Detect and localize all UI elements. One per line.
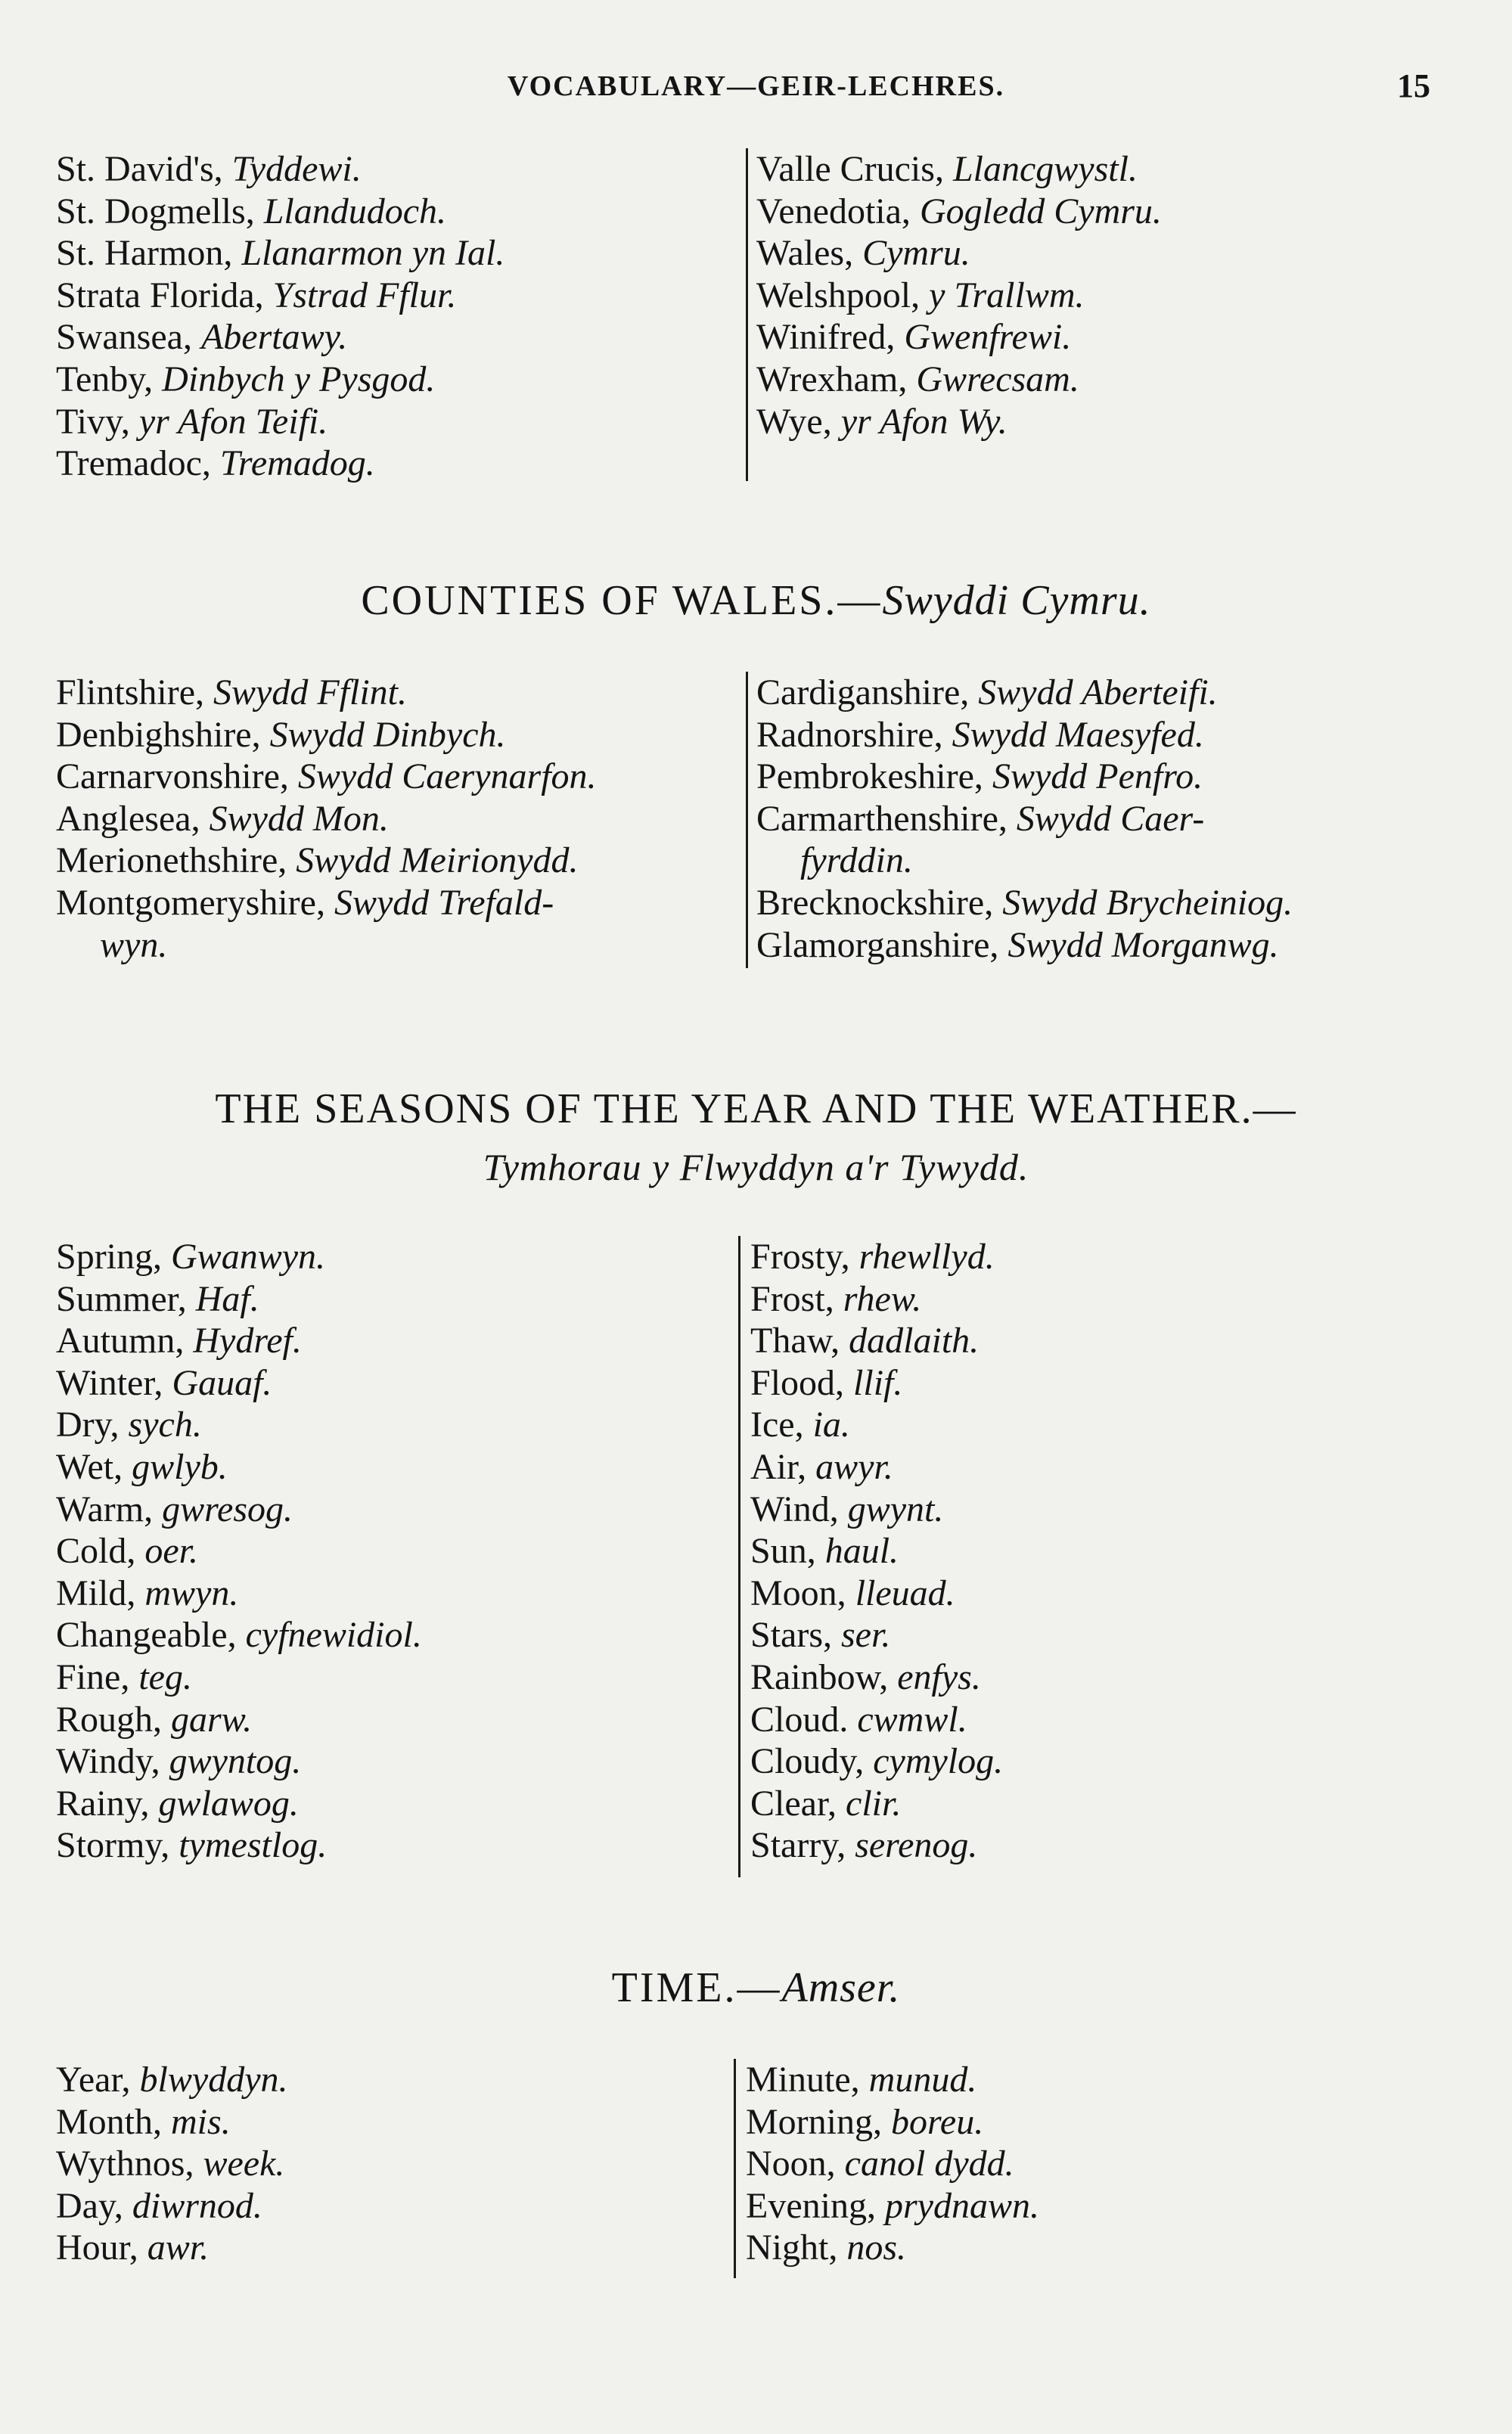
section-subheading: Tymhorau y Flwyddyn a'r Tywydd. (483, 1146, 1029, 1188)
english-term: Thaw, (750, 1321, 840, 1361)
english-term: Evening, (746, 2185, 876, 2226)
vocabulary-entry (746, 2185, 1472, 2228)
vocabulary-entry (756, 714, 1436, 756)
english-term: Wet, (56, 1446, 123, 1487)
heading-welsh: Amser. (781, 1964, 901, 2011)
vocabulary-entry (756, 359, 1483, 401)
vocabulary-entry (756, 756, 1436, 798)
welsh-term: tymestlog. (179, 1825, 328, 1866)
vocabulary-entry (56, 1489, 737, 1531)
vocabulary-entry (56, 191, 737, 233)
welsh-term: Swydd Mon. (209, 798, 389, 839)
seasons-right-column (750, 1236, 1476, 1867)
vocabulary-entry (56, 2059, 737, 2101)
welsh-term: Dinbych y Pysgod. (162, 359, 436, 399)
welsh-term: gwynt. (847, 1489, 944, 1529)
welsh-term: cwmwl. (857, 1699, 967, 1740)
welsh-term: mwyn. (144, 1572, 239, 1613)
english-term: Anglesea, (56, 798, 200, 839)
english-term: Wythnos, (56, 2144, 194, 2184)
vocabulary-entry (56, 1740, 737, 1783)
welsh-term: yr Afon Wy. (840, 401, 1007, 442)
english-term: Denbighshire, (56, 714, 261, 755)
counties-right-column (756, 672, 1436, 966)
vocabulary-entry (56, 1783, 737, 1825)
english-term: Night, (746, 2228, 838, 2268)
english-term: Brecknockshire, (756, 882, 994, 923)
vocabulary-entry (756, 798, 1436, 840)
welsh-term: Gwrecsam. (916, 359, 1079, 399)
vocabulary-entry (750, 1614, 1476, 1656)
vocabulary-entry (756, 882, 1436, 924)
vocabulary-entry (746, 2143, 1472, 2185)
welsh-term: Haf. (195, 1278, 259, 1319)
welsh-term: dadlaith. (849, 1321, 980, 1361)
english-term: Pembrokeshire, (756, 756, 983, 797)
welsh-term: Swydd Penfro. (992, 756, 1203, 797)
welsh-term: diwrnod. (132, 2185, 262, 2226)
vocabulary-entry (56, 2143, 737, 2185)
vocabulary-entry (56, 2101, 737, 2144)
english-term: Tivy, (56, 401, 130, 442)
welsh-term: clir. (846, 1783, 902, 1824)
vocabulary-entry-continuation (756, 840, 1436, 882)
vocabulary-entry (56, 1824, 737, 1867)
english-term: Carnarvonshire, (56, 756, 289, 797)
vocabulary-entry (56, 882, 737, 924)
english-term: Mild, (56, 1572, 136, 1613)
welsh-term: Swydd Maesyfed. (952, 714, 1204, 755)
welsh-term: sych. (128, 1405, 202, 1445)
vocabulary-entry (750, 1362, 1476, 1405)
vocabulary-entry (56, 359, 737, 401)
english-term: Summer, (56, 1278, 187, 1319)
section-heading (0, 576, 1512, 625)
vocabulary-entry (756, 148, 1483, 191)
welsh-term: Hydref. (193, 1321, 302, 1361)
vocabulary-entry (750, 1530, 1476, 1572)
heading-welsh: Swyddi Cymru. (882, 577, 1151, 624)
english-term: St. Harmon, (56, 233, 233, 274)
english-term: Frost, (750, 1278, 834, 1319)
running-head (0, 67, 1512, 115)
english-term: Carmarthenshire, (756, 798, 1007, 839)
english-term: Cold, (56, 1531, 136, 1572)
vocabulary-entry (56, 442, 737, 485)
welsh-term: rhew. (843, 1278, 922, 1319)
welsh-term: week. (203, 2144, 285, 2184)
vocabulary-entry (56, 1656, 737, 1699)
vocabulary-entry (56, 1614, 737, 1656)
vocabulary-entry (756, 316, 1483, 359)
vocabulary-entry (56, 148, 737, 191)
vocabulary-entry (750, 1824, 1476, 1867)
vocabulary-entry (750, 1446, 1476, 1489)
welsh-term: fyrddin. (800, 840, 913, 881)
english-term: Warm, (56, 1489, 154, 1529)
vocabulary-entry (56, 1699, 737, 1741)
vocabulary-entry (750, 1320, 1476, 1362)
counties-left-column (56, 672, 737, 966)
welsh-term: teg. (138, 1656, 192, 1697)
welsh-term: Llanarmon yn Ial. (241, 233, 505, 274)
welsh-term: Llancgwystl. (952, 149, 1138, 189)
welsh-term: Ystrad Fflur. (272, 275, 457, 315)
vocabulary-entry (56, 1320, 737, 1362)
section-heading: THE SEASONS OF THE YEAR AND THE WEATHER.— (215, 1085, 1297, 1132)
vocabulary-entry (56, 756, 737, 798)
vocabulary-entry (746, 2227, 1472, 2269)
welsh-term: Tremadog. (219, 443, 375, 484)
english-term: Hour, (56, 2228, 138, 2268)
vocabulary-entry (56, 1446, 737, 1489)
welsh-term: munud. (868, 2060, 977, 2100)
welsh-term: gwlawog. (158, 1783, 299, 1824)
welsh-term: awr. (147, 2228, 210, 2268)
english-term: Radnorshire, (756, 714, 943, 755)
welsh-term: enfys. (897, 1656, 981, 1697)
heading-english: TIME.— (611, 1964, 782, 2011)
welsh-term: blwyddyn. (139, 2060, 288, 2100)
welsh-term: Tyddewi. (231, 149, 362, 189)
english-term: Changeable, (56, 1615, 237, 1656)
time-left-column (56, 2059, 737, 2269)
welsh-term: garw. (171, 1699, 253, 1740)
english-term: Sun, (750, 1531, 816, 1572)
english-term: Cloud. (750, 1699, 849, 1740)
english-term: Starry, (750, 1825, 846, 1866)
english-term: Year, (56, 2060, 131, 2100)
vocabulary-entry (56, 1236, 737, 1278)
english-term: Wye, (756, 401, 832, 442)
welsh-term: lleuad. (855, 1572, 955, 1613)
english-term: Rainy, (56, 1783, 150, 1824)
english-term: Cardiganshire, (756, 672, 970, 713)
english-term: Flood, (750, 1362, 845, 1403)
english-term: Wales, (756, 233, 854, 274)
welsh-term: oer. (144, 1531, 199, 1572)
vocabulary-entry (56, 1362, 737, 1405)
welsh-term: llif. (853, 1362, 903, 1403)
vocabulary-entry (750, 1699, 1476, 1741)
vocabulary-entry (750, 1236, 1476, 1278)
column-rule (746, 148, 748, 481)
welsh-term: Swydd Brycheiniog. (1002, 882, 1293, 923)
english-term: Venedotia, (756, 191, 911, 231)
column-rule (738, 1236, 740, 1877)
places-right-column (756, 148, 1483, 442)
welsh-term: ser. (841, 1615, 891, 1656)
english-term: St. David's, (56, 149, 223, 189)
welsh-term: Abertawy. (200, 317, 348, 358)
welsh-term: Swydd Caerynarfon. (297, 756, 597, 797)
vocabulary-entry (56, 275, 737, 317)
english-term: Ice, (750, 1405, 804, 1445)
english-term: Fine, (56, 1656, 130, 1697)
english-term: Clear, (750, 1783, 837, 1824)
english-term: Wind, (750, 1489, 839, 1529)
english-term: Glamorganshire, (756, 924, 999, 965)
welsh-term: gwlyb. (132, 1446, 228, 1487)
english-term: Minute, (746, 2060, 860, 2100)
welsh-term: mis. (171, 2101, 231, 2142)
english-term: Tremadoc, (56, 443, 211, 484)
english-term: Montgomeryshire, (56, 882, 325, 923)
welsh-term: Gwenfrewi. (904, 317, 1072, 358)
vocabulary-entry (756, 275, 1483, 317)
english-term: Rough, (56, 1699, 163, 1740)
english-term: Stars, (750, 1615, 832, 1656)
english-term: Air, (750, 1446, 807, 1487)
welsh-term: Swydd Morganwg. (1007, 924, 1279, 965)
vocabulary-entry (56, 1572, 737, 1615)
welsh-term: Gwanwyn. (171, 1237, 326, 1277)
english-term: Rainbow, (750, 1656, 889, 1697)
welsh-term: Cymru. (862, 233, 970, 274)
english-term: Month, (56, 2101, 163, 2142)
vocabulary-entry (56, 1530, 737, 1572)
time-right-column (746, 2059, 1472, 2269)
vocabulary-entry (756, 191, 1483, 233)
vocabulary-entry (750, 1278, 1476, 1321)
vocabulary-entry (750, 1404, 1476, 1446)
welsh-term: awyr. (815, 1446, 893, 1487)
vocabulary-entry (750, 1572, 1476, 1615)
running-title: VOCABULARY—GEIR-LECHRES. (507, 70, 1005, 102)
english-term: Wrexham, (756, 359, 908, 399)
welsh-term: y Trallwm. (929, 275, 1085, 315)
vocabulary-entry (56, 714, 737, 756)
page-number: 15 (1397, 67, 1430, 104)
vocabulary-entry (56, 798, 737, 840)
welsh-term: cyfnewidiol. (245, 1615, 422, 1656)
english-term: Cloudy, (750, 1741, 865, 1782)
vocabulary-entry (750, 1740, 1476, 1783)
welsh-term: prydnawn. (884, 2185, 1039, 2226)
english-term: Stormy, (56, 1825, 170, 1866)
places-left-column (56, 148, 737, 485)
welsh-term: canol dydd. (844, 2144, 1014, 2184)
vocabulary-entry (750, 1656, 1476, 1699)
english-term: Strata Florida, (56, 275, 264, 315)
column-rule (734, 2059, 736, 2278)
vocabulary-entry (56, 401, 737, 443)
english-term: Winifred, (756, 317, 896, 358)
english-term: Spring, (56, 1237, 163, 1277)
english-term: Day, (56, 2185, 123, 2226)
welsh-term: cymylog. (873, 1741, 1004, 1782)
english-term: Swansea, (56, 317, 192, 358)
welsh-term: yr Afon Teifi. (138, 401, 328, 442)
english-term: Merionethshire, (56, 840, 287, 881)
english-term: Tenby, (56, 359, 154, 399)
welsh-term: gwresog. (162, 1489, 293, 1529)
vocabulary-entry-continuation (56, 924, 737, 967)
section-heading (0, 1964, 1512, 2012)
welsh-term: haul. (824, 1531, 899, 1572)
vocabulary-entry (756, 232, 1483, 275)
welsh-term: Llandudoch. (263, 191, 447, 231)
seasons-left-column (56, 1236, 737, 1867)
welsh-term: Swydd Meirionydd. (296, 840, 579, 881)
vocabulary-entry (56, 840, 737, 882)
welsh-term: gwyntog. (169, 1741, 302, 1782)
vocabulary-entry (56, 232, 737, 275)
english-term: Flintshire, (56, 672, 205, 713)
welsh-term: wyn. (100, 924, 168, 965)
welsh-term: ia. (812, 1405, 850, 1445)
vocabulary-entry (56, 672, 737, 714)
vocabulary-entry (56, 1278, 737, 1321)
vocabulary-entry (56, 2185, 737, 2228)
english-term: Dry, (56, 1405, 120, 1445)
vocabulary-entry (756, 401, 1483, 443)
english-term: Noon, (746, 2144, 836, 2184)
english-term: Moon, (750, 1572, 846, 1613)
english-term: Frosty, (750, 1237, 850, 1277)
english-term: Windy, (56, 1741, 160, 1782)
vocabulary-entry (756, 924, 1436, 967)
welsh-term: nos. (846, 2228, 907, 2268)
vocabulary-entry (56, 2227, 737, 2269)
welsh-term: Gauaf. (172, 1362, 272, 1403)
column-rule (746, 672, 748, 968)
welsh-term: Swydd Caer- (1016, 798, 1205, 839)
english-term: Winter, (56, 1362, 163, 1403)
vocabulary-entry (746, 2059, 1472, 2101)
welsh-term: Swydd Fflint. (213, 672, 407, 713)
welsh-term: Gogledd Cymru. (919, 191, 1162, 231)
welsh-term: Swydd Aberteifi. (978, 672, 1218, 713)
english-term: Morning, (746, 2101, 882, 2142)
welsh-term: Swydd Dinbych. (269, 714, 506, 755)
english-term: Autumn, (56, 1321, 185, 1361)
welsh-term: rhewllyd. (858, 1237, 995, 1277)
vocabulary-entry (756, 672, 1436, 714)
vocabulary-entry (746, 2101, 1472, 2144)
vocabulary-entry (750, 1783, 1476, 1825)
english-term: Welshpool, (756, 275, 921, 315)
heading-english: COUNTIES OF WALES.— (361, 577, 883, 624)
vocabulary-entry (750, 1489, 1476, 1531)
english-term: St. Dogmells, (56, 191, 255, 231)
welsh-term: Swydd Trefald- (334, 882, 554, 923)
english-term: Valle Crucis, (756, 149, 944, 189)
vocabulary-entry (56, 1404, 737, 1446)
welsh-term: serenog. (855, 1825, 978, 1866)
welsh-term: boreu. (891, 2101, 984, 2142)
vocabulary-entry (56, 316, 737, 359)
